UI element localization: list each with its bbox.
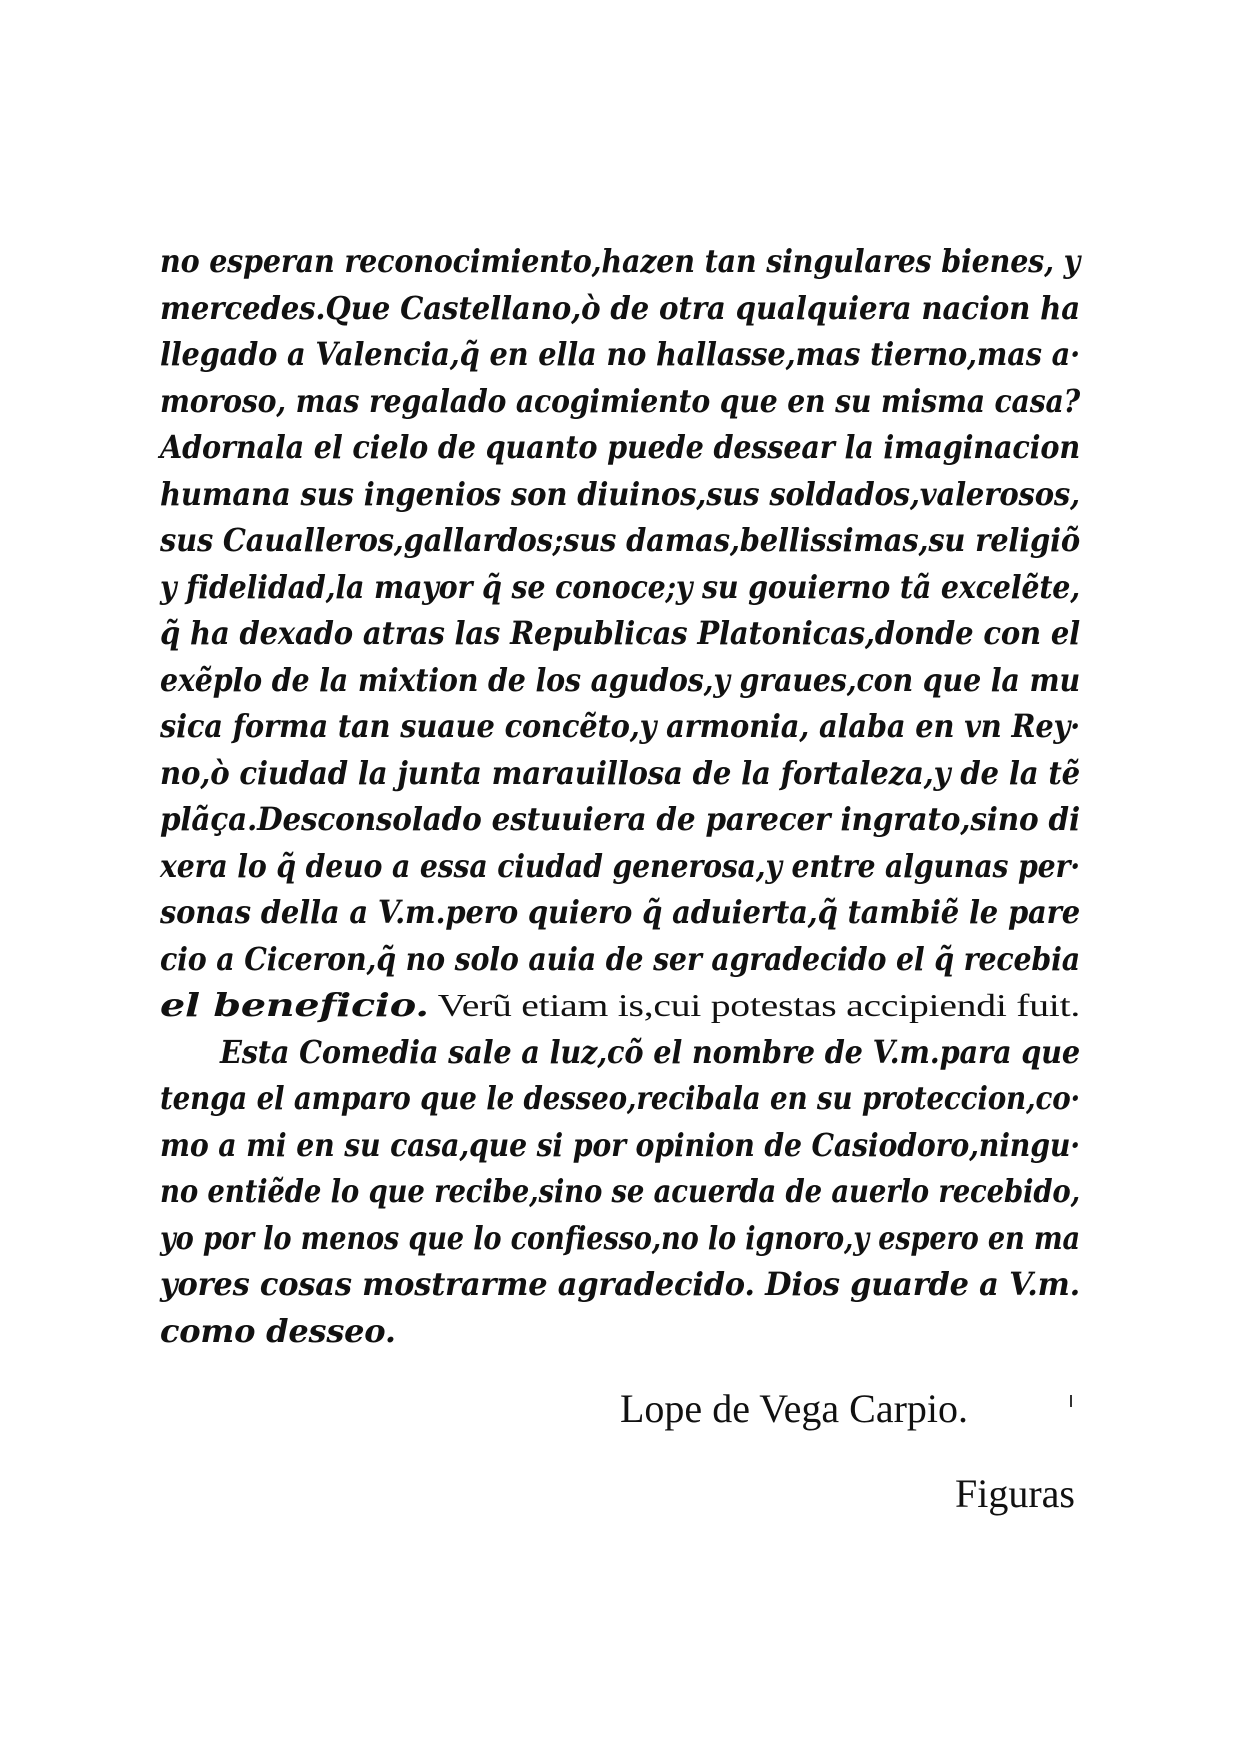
latin-line-roman: Verũ etiam is,cui potestas accipiendi fuit. [428,987,1081,1023]
text-line-9: q̃ ha dexado atras las Republicas Platonicas,donde con el [160,614,1080,652]
latin-line-italic: el beneficio. [160,986,429,1024]
text-line-14: xera lo q̃ deuo a essa ciudad generosa,y entre algunas per· [160,846,1080,885]
text-line-16: cio a Ciceron,q̃ no solo auia de ser agradecido el q̃ recebia [160,939,1080,978]
text-line-8: y fidelidad,la mayor q̃ se conoce;y su gouierno tã excelẽte, [160,567,1080,606]
text-line-2: mercedes.Que Castellano,ò de otra qualquiera nacion ha [160,288,1080,327]
text-line-7: sus Caualleros,gallardos;sus damas,bellissimas,su religiõ [160,521,1080,559]
latin-quote-line [160,982,1080,1029]
text-line-3: llegado a Valencia,q̃ en ella no hallasse,mas tierno,mas a· [160,335,1080,373]
text-line-6: humana sus ingenios son diuinos,sus soldados,valerosos, [160,474,1080,513]
text-line-13: plãça.Desconsolado estuuiera de parecer ingrato,sino di [160,800,1080,838]
text-line-11: sica forma tan suaue concẽto,y armonia, alaba en vn Rey· [160,707,1080,745]
text-line-5: Adornala el cielo de quanto puede dessear la imaginacion [160,428,1080,466]
text-line-10: exẽplo de la mixtion de los agudos,y graues,con que la mu [160,660,1080,699]
text-line-15: sonas della a V.m.pero quiero q̃ aduierta,q̃ tambiẽ le pare [160,893,1080,931]
text-line-1: no esperan reconocimiento,hazen tan singulares bienes, y [160,242,1080,280]
text-line-4: moroso, mas regalado acogimiento que en su misma casa? [160,381,1080,420]
catchword: Figuras [955,1471,1075,1516]
paragraph-2-line-6: yores cosas mostrarme agradecido. Dios guarde a V.m. [160,1265,1080,1303]
paragraph-2-line-3: mo a mi en su casa,que si por opinion de Casiodoro,ningu· [160,1125,1080,1164]
paragraph-2-line-7: como desseo. [160,1311,396,1350]
print-mark [1070,1395,1072,1407]
author-signature: Lope de Vega Carpio. [620,1386,969,1431]
text-line-12: no,ò ciudad la junta marauillosa de la fortaleza,y de la tẽ [160,753,1080,792]
paragraph-2-line-4: no entiẽde lo que recibe,sino se acuerda de auerlo recebido, [160,1172,1080,1210]
body-text [160,238,1080,1354]
paragraph-2-line-2: tenga el amparo que le desseo,recibala en su proteccion,co· [160,1079,1080,1117]
paragraph-2-line-1: Esta Comedia sale a luz,cõ el nombre de V.m.para que [220,1032,1080,1071]
paragraph-2-line-5: yo por lo menos que lo confiesso,no lo ignoro,y espero en ma [160,1218,1080,1257]
